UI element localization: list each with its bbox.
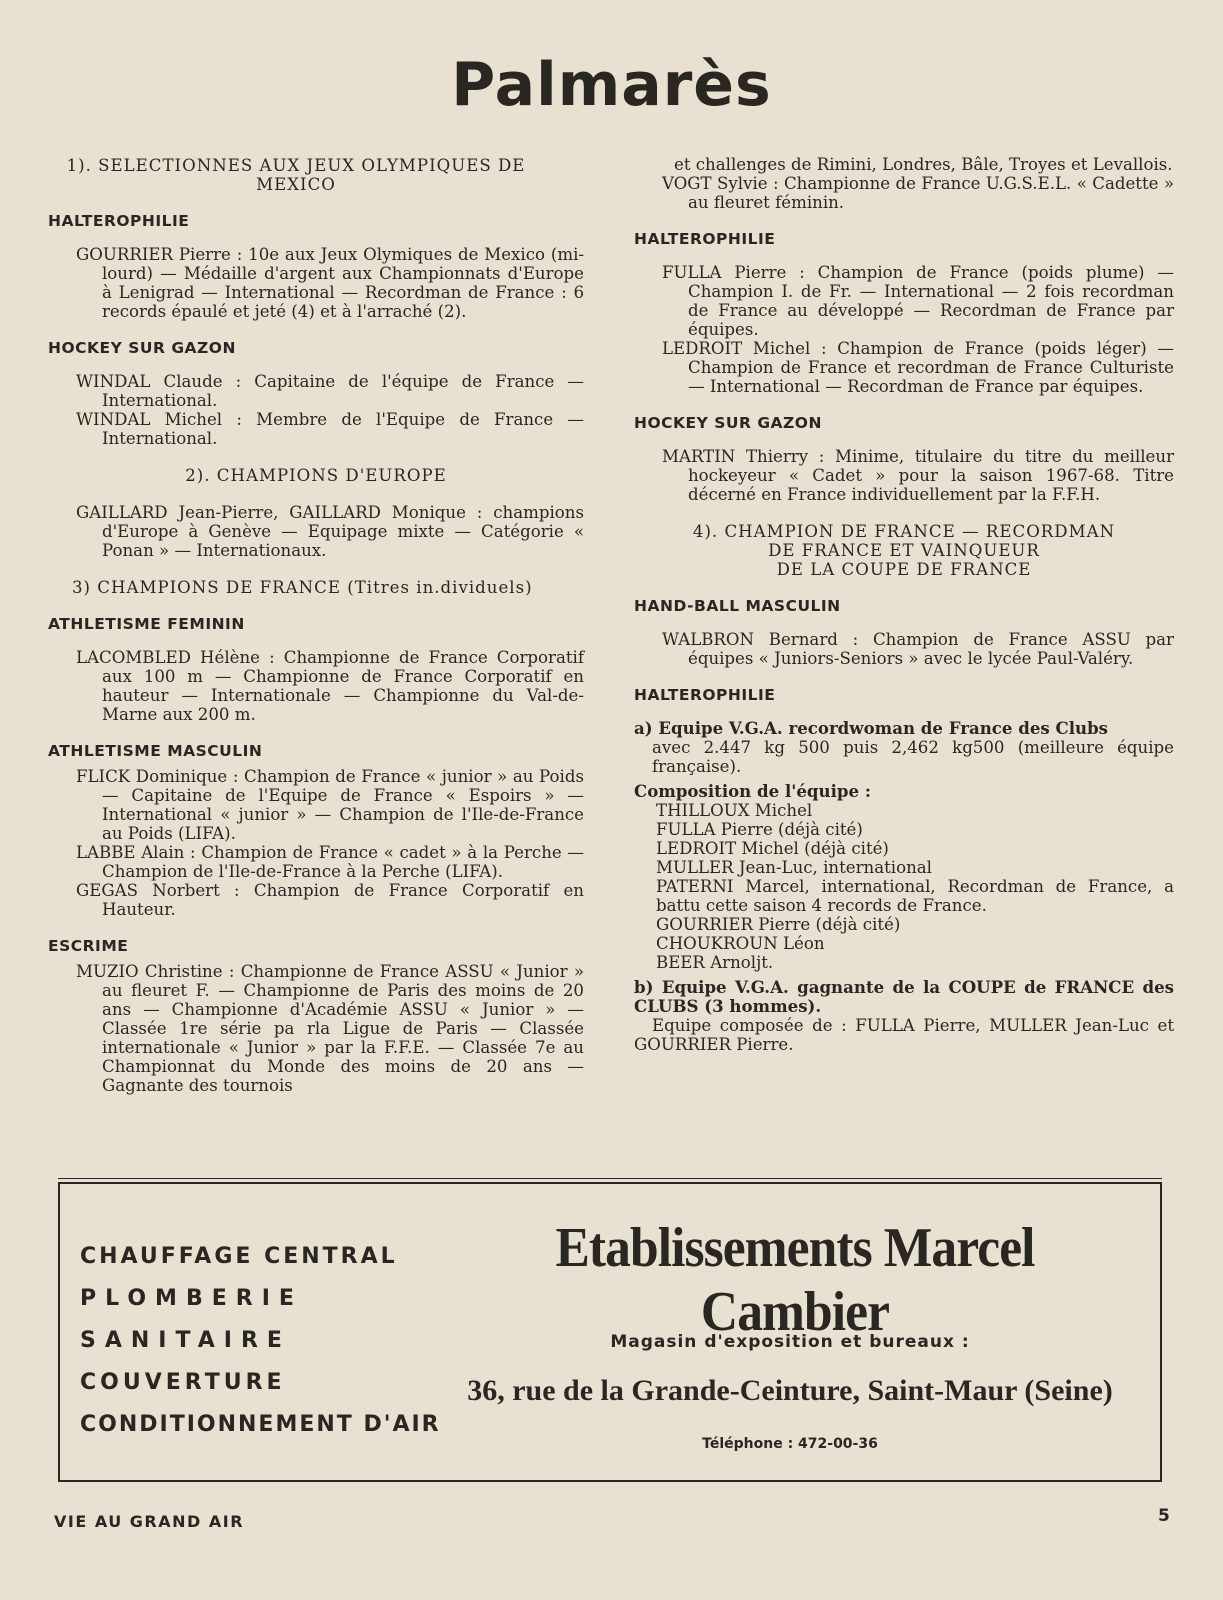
subheading-handball: HAND-BALL MASCULIN (634, 597, 841, 615)
entry-labbe: LABBE Alain : Champion de France « cadet » à la Perche — Champion de l'Ile-de-France à la Perche (LIFA). (76, 843, 584, 881)
list-item: MULLER Jean-Luc, international (656, 858, 932, 877)
section-heading-4: 4). CHAMPION DE FRANCE — RECORDMAN DE FRANCE ET VAINQUEUR DE LA COUPE DE FRANCE (692, 522, 1116, 579)
composition-list (634, 801, 1174, 972)
list-item: GOURRIER Pierre (déjà cité) (656, 915, 901, 934)
ad-service: PLOMBERIE (80, 1286, 303, 1311)
list-item: THILLOUX Michel (656, 801, 813, 820)
list-item: BEER Arnoljt. (656, 953, 774, 972)
ad-address: 36, rue de la Grande-Ceinture, Saint-Maur (Seine) (467, 1374, 1113, 1407)
entry-gegas: GEGAS Norbert : Champion de France Corporatif en Hauteur. (76, 881, 584, 919)
ad-service: COUVERTURE (80, 1370, 286, 1395)
team-a-heading: a) Equipe V.G.A. recordwoman de France des Clubs (634, 718, 1109, 738)
entry-lacombled: LACOMBLED Hélène : Championne de France Corporatif aux 100 m — Championne de France Corporatif en hauteur — Internationale — Championne du Val-de-Marne aux 200 m. (76, 648, 584, 724)
right-column (634, 155, 1174, 1054)
entry-flick: FLICK Dominique : Champion de France « junior » au Poids — Capitaine de l'Equipe de France « Espoirs » — International « junior » — Champion de l'Ile-de-France au Poids (LIFA). (76, 767, 584, 843)
team-b-details: Equipe composée de : FULLA Pierre, MULLER Jean-Luc et GOURRIER Pierre. (634, 1016, 1174, 1054)
advertisement (58, 1182, 1162, 1482)
team-b-heading: b) Equipe V.G.A. gagnante de la COUPE de FRANCE des CLUBS (3 hommes). (634, 977, 1174, 1016)
list-item: PATERNI Marcel, international, Recordman de France, a battu cette saison 4 records de France. (656, 877, 1174, 915)
list-item: CHOUKROUN Léon (656, 934, 825, 953)
subheading-athletisme-feminin: ATHLETISME FEMININ (48, 615, 245, 633)
list-item: LEDROIT Michel (déjà cité) (656, 839, 889, 858)
entry-ledroit: LEDROIT Michel : Champion de France (poids léger) — Champion de France et recordman de France Culturiste — International — Recordman de France par équipes. (662, 339, 1174, 396)
entry-windal-claude: WINDAL Claude : Capitaine de l'équipe de France — International. (76, 372, 584, 410)
entry-gourrier: GOURRIER Pierre : 10e aux Jeux Olymiques de Mexico (mi-lourd) — Médaille d'argent aux Championnats d'Europe à Lenigrad — International — Recordman de France : 6 records épaulé et jeté (4) et à l'arraché (2). (76, 245, 584, 321)
entry-muzio-continued: et challenges de Rimini, Londres, Bâle, Troyes et Levallois. (674, 155, 1173, 174)
magazine-name: VIE AU GRAND AIR (54, 1512, 245, 1531)
subheading-hockey: HOCKEY SUR GAZON (48, 339, 236, 357)
entry-walbron: WALBRON Bernard : Champion de France ASSU par équipes « Juniors-Seniors » avec le lycée Paul-Valéry. (662, 630, 1174, 668)
entry-windal-michel: WINDAL Michel : Membre de l'Equipe de France — International. (76, 410, 584, 448)
ad-service: SANITAIRE (80, 1328, 291, 1353)
list-item: FULLA Pierre (déjà cité) (656, 820, 863, 839)
ad-service: CONDITIONNEMENT D'AIR (80, 1412, 441, 1437)
page-number: 5 (1158, 1506, 1170, 1526)
section-heading-1: 1). SELECTIONNES AUX JEUX OLYMPIQUES DE MEXICO (66, 156, 526, 194)
subheading-halterophilie: HALTEROPHILIE (48, 212, 190, 230)
composition-heading: Composition de l'équipe : (634, 781, 871, 801)
ad-subtitle: Magasin d'exposition et bureaux : (610, 1332, 970, 1352)
ad-phone: Téléphone : 472-00-36 (702, 1436, 878, 1452)
ad-service: CHAUFFAGE CENTRAL (80, 1244, 398, 1269)
section-heading-2: 2). CHAMPIONS D'EUROPE (185, 466, 447, 485)
entry-vogt: VOGT Sylvie : Championne de France U.G.S.E.L. « Cadette » au fleuret féminin. (662, 174, 1174, 212)
entry-muzio: MUZIO Christine : Championne de France ASSU « Junior » au fleuret F. — Championne de Paris des moins de 20 ans — Championne d'Académie ASSU « Junior » — Classée 1re série pa rla Ligue de Paris — Classée internationale « Junior » par la F.F.E. — Classée 7e au Championnat du Monde des moins de 20 ans — Gagnante des tournois (76, 962, 584, 1095)
subheading-hockey-2: HOCKEY SUR GAZON (634, 414, 822, 432)
page-title: Palmarès (451, 50, 772, 120)
entry-gaillard: GAILLARD Jean-Pierre, GAILLARD Monique : champions d'Europe à Genève — Equipage mixte — Catégorie « Ponan » — Internationaux. (76, 503, 584, 560)
left-column (48, 156, 584, 1095)
entry-martin: MARTIN Thierry : Minime, titulaire du titre du meilleur hockeyeur « Cadet » pour la saison 1967-68. Titre décerné en France individuellement par la F.F.H. (662, 447, 1174, 504)
subheading-escrime: ESCRIME (48, 937, 129, 955)
ad-company-name: Etablissements Marcel Cambier (555, 1217, 1035, 1343)
section-heading-3: 3) CHAMPIONS DE FRANCE (Titres in.dividuels) (72, 578, 533, 597)
ad-services (80, 1236, 441, 1446)
subheading-athletisme-masculin: ATHLETISME MASCULIN (48, 742, 263, 760)
subheading-halterophilie-3: HALTEROPHILIE (634, 686, 776, 704)
subheading-halterophilie-2: HALTEROPHILIE (634, 230, 776, 248)
team-a-details: avec 2.447 kg 500 puis 2,462 kg500 (meilleure équipe française). (652, 738, 1174, 776)
entry-fulla: FULLA Pierre : Champion de France (poids plume) — Champion I. de Fr. — International — 2 fois recordman de France au développé — Recordman de France par équipes. (662, 263, 1174, 339)
